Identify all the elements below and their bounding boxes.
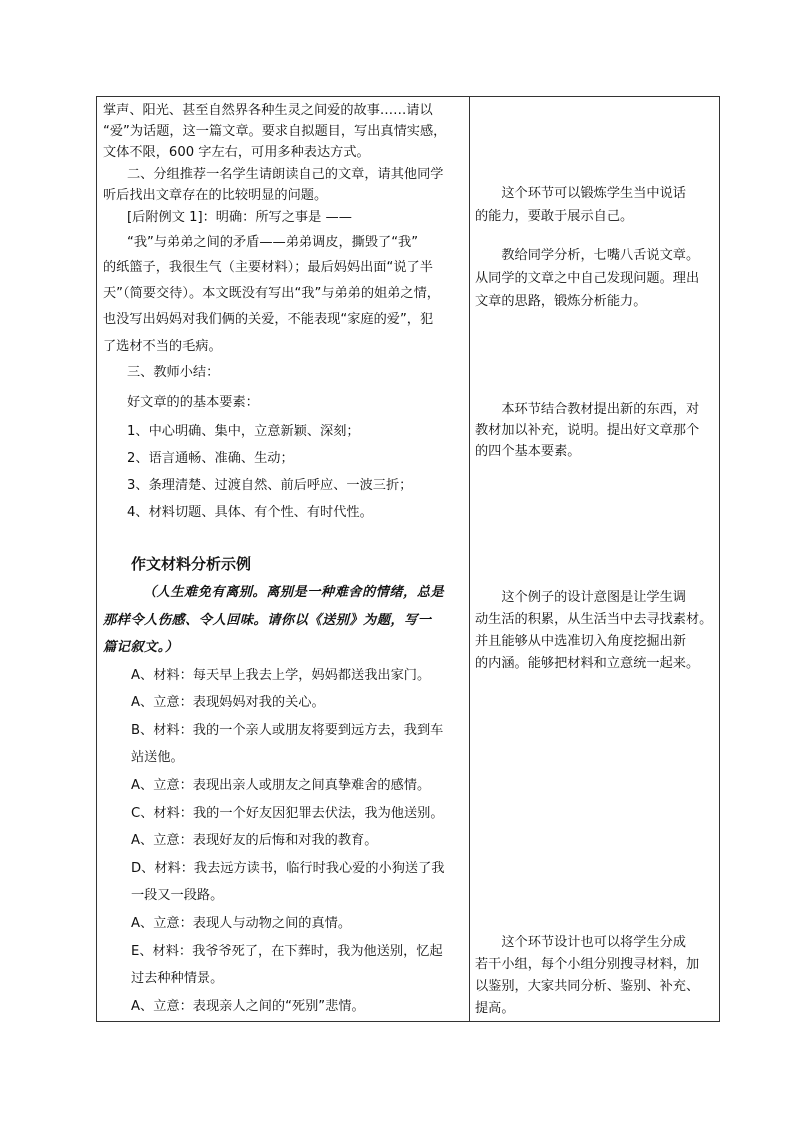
elements-title: 好文章的的基本要素： (127, 395, 259, 410)
intro-line: 文体不限，600 字左右，可用多种表达方式。 (103, 145, 370, 160)
material-line: A、材料：每天早上我去上学，妈妈都送我出家门。 (131, 668, 431, 683)
material-line: 一段又一段路。 (131, 888, 224, 903)
note-line: 教材加以补充，说明。提出好文章那个 (475, 423, 700, 438)
intro-line: “爱”为话题，这一篇文章。要求自拟题目，写出真情实感， (103, 124, 447, 139)
note-line: 文章的思路，锻炼分析能力。 (475, 294, 647, 309)
section-heading: 作文材料分析示例 (131, 555, 252, 573)
note-line: 的能力，要敢于展示自己。 (475, 209, 634, 224)
element-item: 3、条理清楚、过渡自然、前后呼应、一波三折； (127, 478, 413, 493)
material-line: 站送他。 (131, 750, 184, 765)
note-line: 这个环节设计也可以将学生分成 (475, 935, 686, 950)
material-line: E、材料：我爷爷死了，在下葬时，我为他送别，忆起 (131, 944, 443, 959)
note-line: 若干小组，每个小组分别搜寻材料，加 (475, 957, 700, 972)
material-line: A、立意：表现妈妈对我的关心。 (131, 695, 325, 710)
analysis-line: 的纸篮子，我很生气（主要材料）；最后妈妈出面“说了半 (103, 260, 433, 275)
note-line: 的四个基本要素。 (475, 444, 581, 459)
note-line: 从同学的文章之中自己发现问题。理出 (475, 271, 700, 286)
note-line: 这个例子的设计意图是让学生调 (475, 590, 686, 605)
element-item: 2、语言通畅、准确、生动； (127, 451, 294, 466)
note-line: 以鉴别，大家共同分析、鉴别、补充、 (475, 979, 700, 994)
summary-title: 三、教师小结： (127, 365, 220, 380)
step2-line: 二、分组推荐一名学生请朗读自己的文章，请其他同学 (127, 167, 444, 182)
example-label: [后附例文 1]：明确：所写之事是 —— (127, 210, 352, 225)
note-line: 并且能够从中选准切入角度挖掘出新 (475, 634, 686, 649)
lesson-table (96, 96, 720, 1022)
step2-line: 听后找出文章存在的比较明显的问题。 (103, 188, 328, 203)
note-line: 动生活的积累，从生活当中去寻找素材。 (475, 612, 713, 627)
element-item: 1、中心明确、集中，立意新颖、深刻； (127, 424, 360, 439)
analysis-line: “我”与弟弟之间的矛盾——弟弟调皮，撕毁了“我” (127, 235, 419, 250)
note-line: 的内涵。能够把材料和立意统一起来。 (475, 656, 700, 671)
material-line: D、材料：我去远方读书，临行时我心爱的小狗送了我 (131, 861, 445, 876)
material-line: A、立意：表现亲人之间的“死别”悲情。 (131, 999, 365, 1014)
column-divider (469, 97, 470, 1021)
intro-line: 掌声、阳光、甚至自然界各种生灵之间爱的故事……请以 (103, 103, 433, 118)
note-line: 这个环节可以锻炼学生当中说话 (475, 186, 686, 201)
material-line: C、材料：我的一个好友因犯罪去伏法，我为他送别。 (131, 806, 444, 821)
analysis-line: 了选材不当的毛病。 (103, 339, 222, 354)
note-line: 本环节结合教材提出新的东西，对 (475, 402, 700, 417)
prompt-line: 那样令人伤感、令人回味。请你以《送别》为题，写一 (103, 613, 432, 628)
analysis-line: 也没写出妈妈对我们俩的关爱，不能表现“家庭的爱”，犯 (103, 312, 434, 327)
prompt-line: 篇记叙文。） (103, 640, 179, 655)
material-line: A、立意：表现人与动物之间的真情。 (131, 916, 352, 931)
material-line: B、材料：我的一个亲人或朋友将要到远方去，我到车 (131, 723, 444, 738)
note-line: 提高。 (475, 1001, 515, 1016)
prompt-line: （人生难免有离别。离别是一种难舍的情绪，总是 (143, 585, 445, 600)
analysis-line: 天”（简要交待）。本文既没有写出“我”与弟弟的姐弟之情， (103, 286, 440, 301)
note-line: 教给同学分析，七嘴八舌说文章。 (475, 248, 700, 263)
material-line: A、立意：表现出亲人或朋友之间真挚难舍的感情。 (131, 778, 431, 793)
element-item: 4、材料切题、具体、有个性、有时代性。 (127, 505, 373, 520)
material-line: A、立意：表现好友的后悔和对我的教育。 (131, 833, 378, 848)
material-line: 过去种种情景。 (131, 971, 224, 986)
